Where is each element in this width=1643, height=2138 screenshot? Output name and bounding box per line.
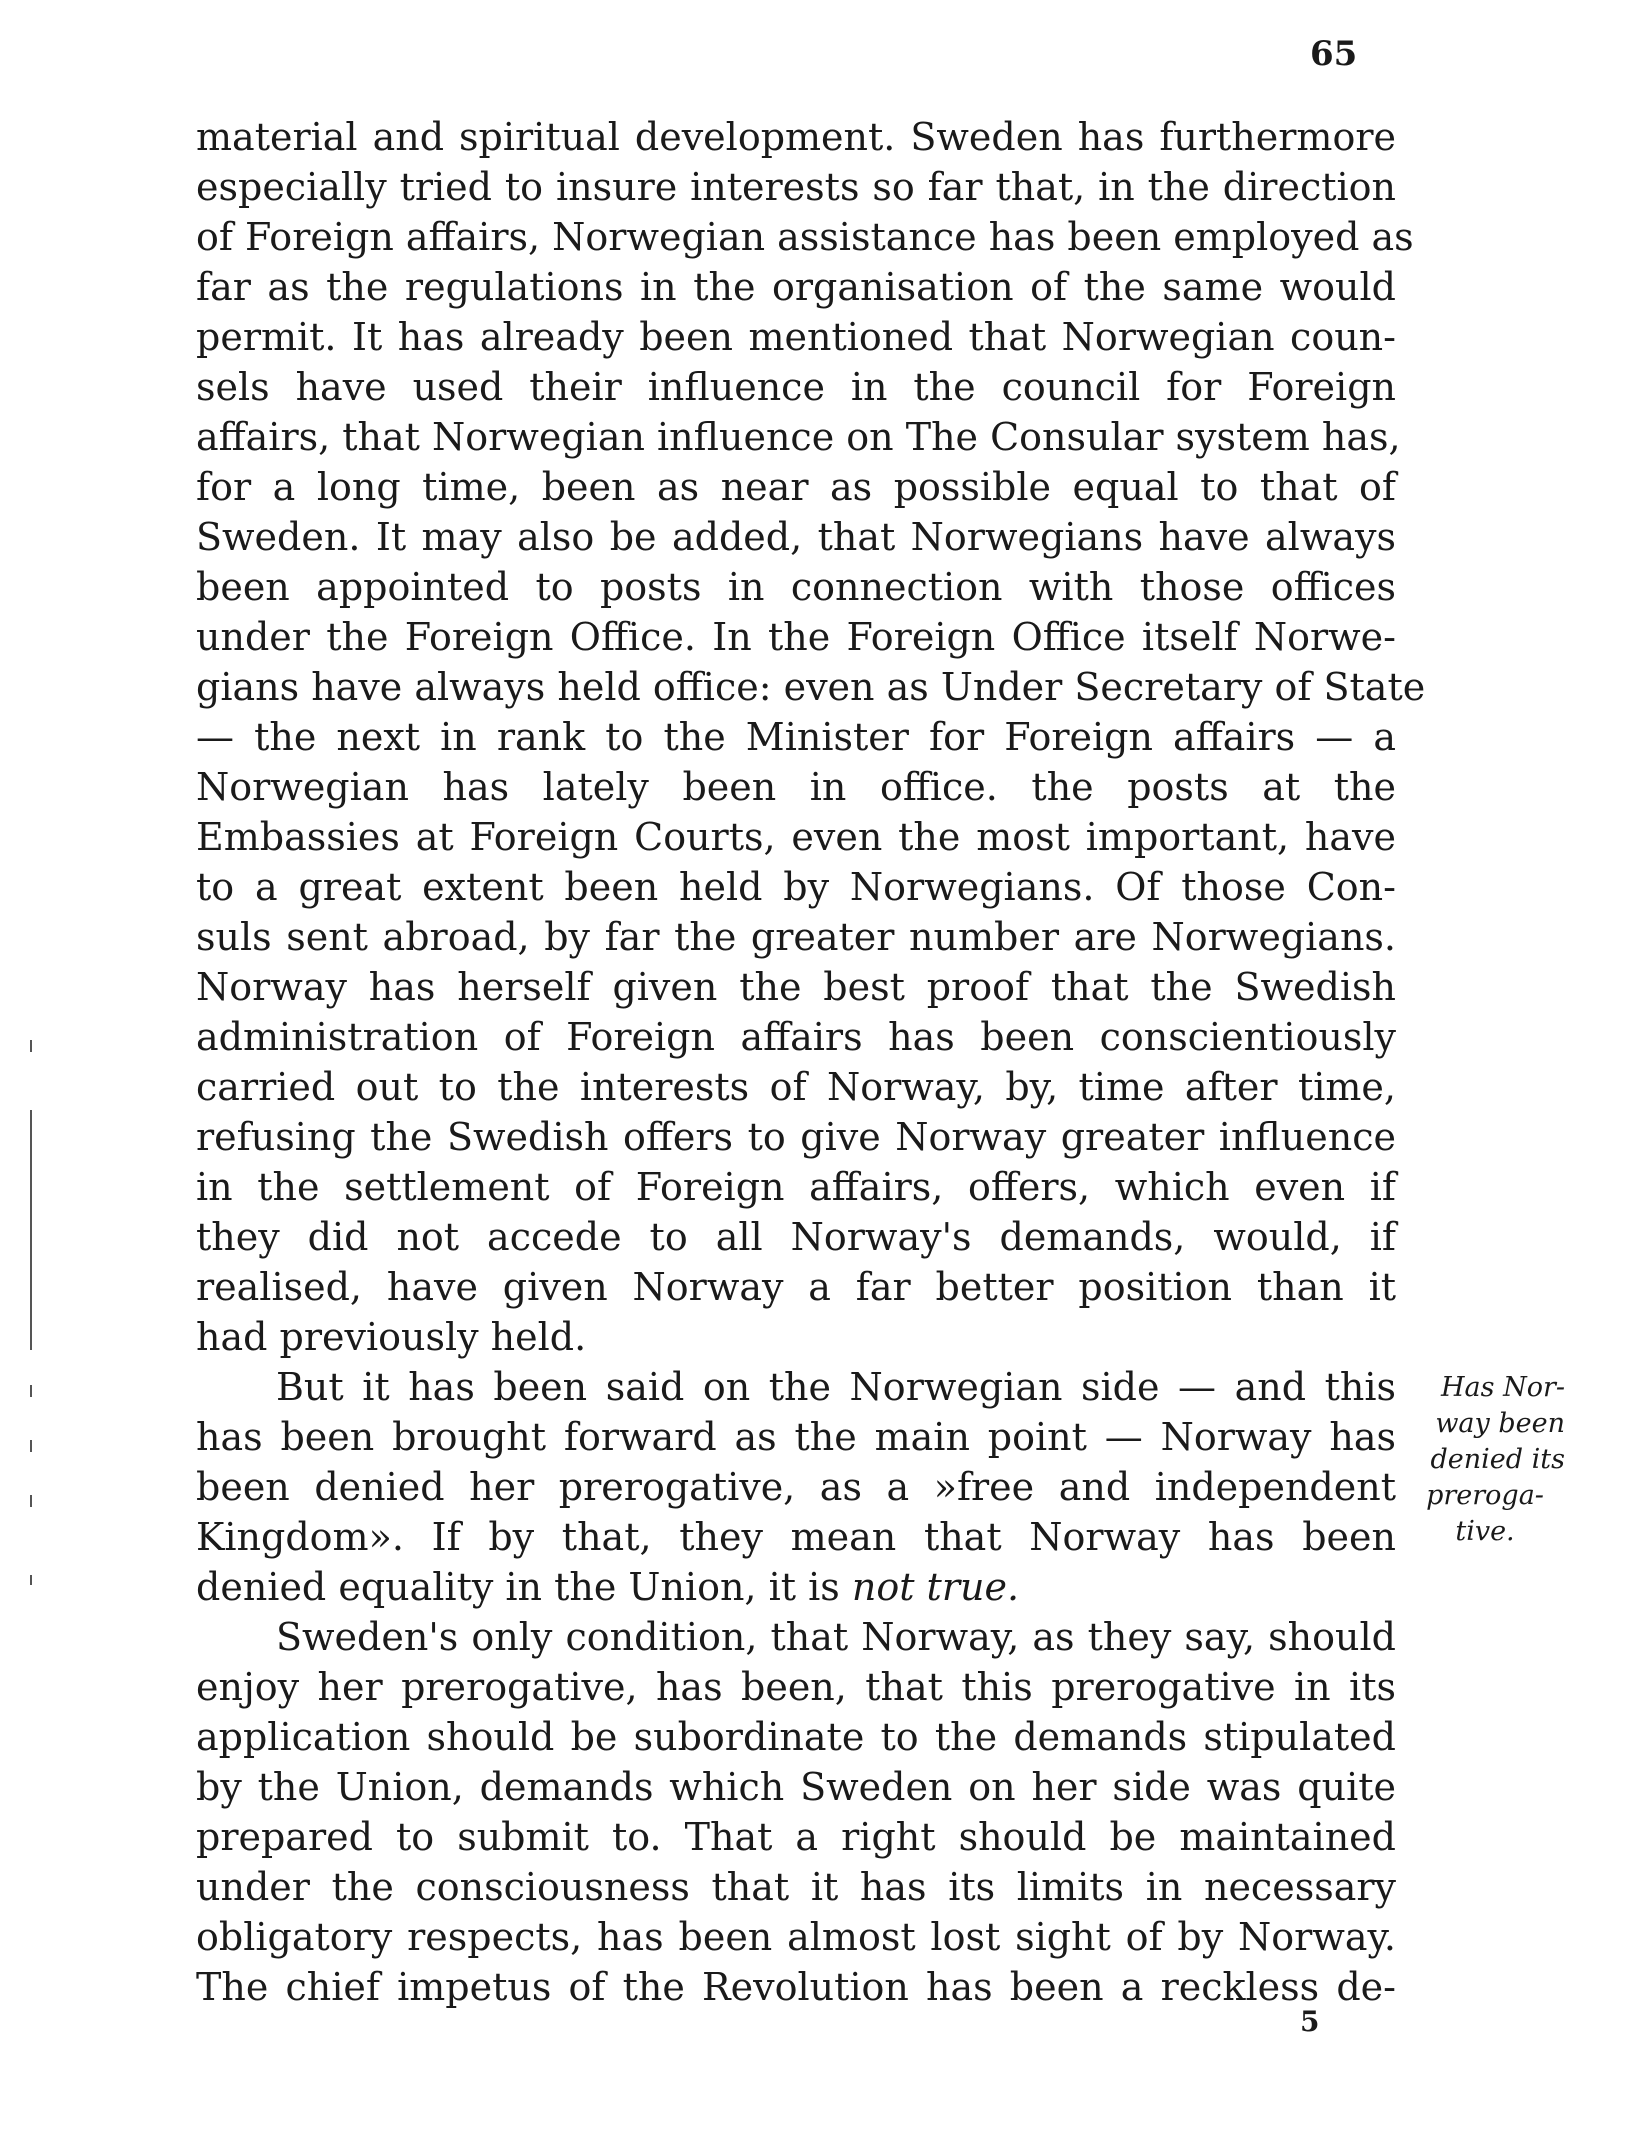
margin-rule bbox=[30, 1040, 32, 1052]
text-line: especially tried to insure interests so far that, in the direction bbox=[196, 165, 1396, 209]
signature-mark: 5 bbox=[1300, 2005, 1320, 2038]
text-line: far as the regulations in the organisation of the same would bbox=[196, 265, 1396, 309]
text-line-start: denied equality in the Union, it is bbox=[196, 1565, 840, 1609]
text-line: under the Foreign Office. In the Foreign Office itself Norwe- bbox=[196, 615, 1396, 659]
text-line: permit. It has already been mentioned that Norwegian coun- bbox=[196, 315, 1396, 359]
text-line: of Foreign affairs, Norwegian assistance has been employed as bbox=[196, 215, 1414, 259]
margin-rule bbox=[30, 1495, 32, 1507]
text-line: for a long time, been as near as possible equal to that of bbox=[196, 465, 1396, 509]
text-line: has been brought forward as the main point — Norway has bbox=[196, 1415, 1396, 1459]
text-line: Embassies at Foreign Courts, even the most important, have bbox=[196, 815, 1396, 859]
text-line: refusing the Swedish offers to give Norway greater influence bbox=[196, 1115, 1396, 1159]
text-line: realised, have given Norway a far better position than it bbox=[196, 1265, 1396, 1309]
text-line: The chief impetus of the Revolution has been a reckless de- bbox=[196, 1965, 1396, 2009]
body-text bbox=[196, 112, 1426, 2012]
text-line: Kingdom». If by that, they mean that Norway has been bbox=[196, 1515, 1396, 1559]
margin-note bbox=[1405, 1370, 1565, 1550]
text-line: had previously held. bbox=[196, 1315, 587, 1359]
text-line: suls sent abroad, by far the greater number are Norwegians. bbox=[196, 915, 1396, 959]
text-line: affairs, that Norwegian influence on The Consular system has, bbox=[196, 415, 1401, 459]
text-line: Norwegian has lately been in office. the posts at the bbox=[196, 765, 1396, 809]
margin-rule bbox=[30, 1440, 32, 1452]
page-number: 65 bbox=[1310, 34, 1358, 74]
text-line: Norway has herself given the best proof that the Swedish bbox=[196, 965, 1396, 1009]
emphasis-text: not true. bbox=[851, 1565, 1020, 1609]
margin-note-line: preroga- bbox=[1426, 1480, 1544, 1511]
text-line: in the settlement of Foreign affairs, offers, which even if bbox=[196, 1165, 1396, 1209]
text-line: obligatory respects, has been almost lost sight of by Norway. bbox=[196, 1915, 1396, 1959]
text-line: to a great extent been held by Norwegians. Of those Con- bbox=[196, 865, 1396, 909]
text-line: been denied her prerogative, as a »free and independent bbox=[196, 1465, 1396, 1509]
margin-rule bbox=[30, 1110, 32, 1350]
text-line: gians have always held office: even as Under Secretary of State bbox=[196, 665, 1426, 709]
text-line: material and spiritual development. Sweden has furthermore bbox=[196, 115, 1396, 159]
text-line: Sweden's only condition, that Norway, as they say, should bbox=[276, 1615, 1396, 1659]
text-line: enjoy her prerogative, has been, that this prerogative in its bbox=[196, 1665, 1396, 1709]
margin-note-line: way been bbox=[1435, 1408, 1565, 1439]
text-line: But it has been said on the Norwegian side — and this bbox=[276, 1365, 1396, 1409]
margin-rule bbox=[30, 1385, 32, 1397]
margin-rule bbox=[30, 1575, 32, 1585]
text-line: they did not accede to all Norway's demands, would, if bbox=[196, 1215, 1396, 1259]
text-line: application should be subordinate to the demands stipulated bbox=[196, 1715, 1396, 1759]
text-line: by the Union, demands which Sweden on her side was quite bbox=[196, 1765, 1396, 1809]
text-line: sels have used their influence in the council for Foreign bbox=[196, 365, 1396, 409]
text-line: — the next in rank to the Minister for Foreign affairs — a bbox=[196, 715, 1396, 759]
text-line: Sweden. It may also be added, that Norwegians have always bbox=[196, 515, 1396, 559]
margin-note-line: Has Nor- bbox=[1441, 1372, 1565, 1403]
margin-note-line: denied its bbox=[1430, 1444, 1565, 1475]
text-line: prepared to submit to. That a right should be maintained bbox=[196, 1815, 1396, 1859]
text-line bbox=[196, 1562, 1396, 1612]
text-line: under the consciousness that it has its limits in necessary bbox=[196, 1865, 1396, 1909]
text-line: administration of Foreign affairs has been conscientiously bbox=[196, 1015, 1396, 1059]
text-line: carried out to the interests of Norway, by, time after time, bbox=[196, 1065, 1396, 1109]
text-line: been appointed to posts in connection with those offices bbox=[196, 565, 1396, 609]
margin-note-line: tive. bbox=[1455, 1516, 1515, 1547]
